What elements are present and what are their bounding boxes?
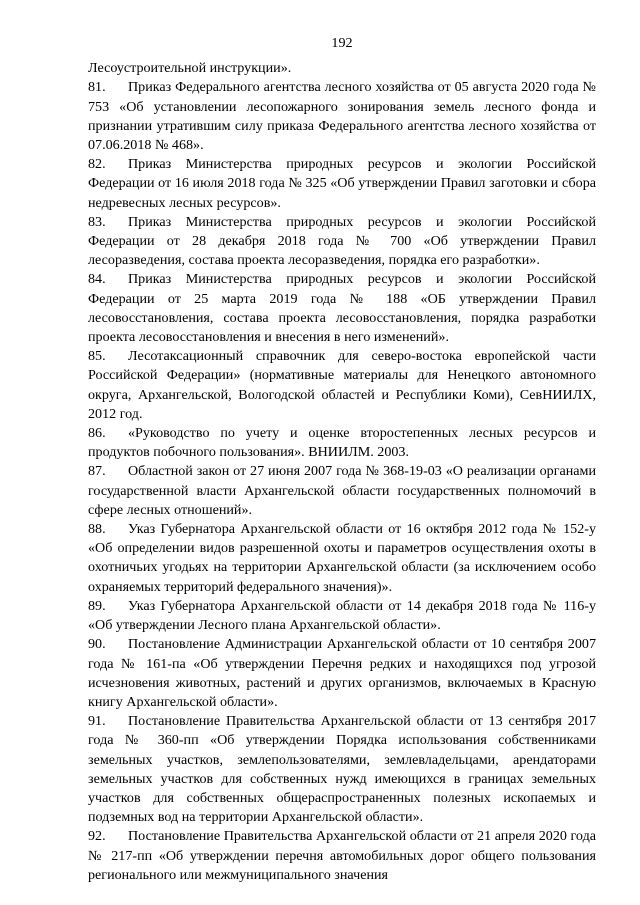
item-text: Постановление Администрации Архангельской области от 10 сентября 2007 года № 161-па «Об утверждении Перечня редких и находящихся под угрозой исчезновения животных, растений и других организмов, включаемых в Красную книгу Архангельской области». <box>88 636 596 710</box>
list-item <box>88 155 596 213</box>
list-item <box>88 347 596 424</box>
item-text: Приказ Федерального агентства лесного хозяйства от 05 августа 2020 года № 753 «Об установлении лесопожарного зонирования земель лесного фонда и признании утратившим силу приказа Федерального агентства лесного хозяйства от 07.06.2018 № 468». <box>88 79 596 154</box>
list-item <box>88 635 596 712</box>
item-number: 83. <box>88 213 106 230</box>
item-text: Приказ Министерства природных ресурсов и экологии Российской Федерации от 16 июля 2018 года № 325 «Об утверждении Правил заготовки и сбора недревесных лесных ресурсов». <box>88 156 596 211</box>
list-item <box>88 712 596 827</box>
item-number: 82. <box>88 156 106 173</box>
reference-list <box>88 78 596 885</box>
document-page <box>88 34 596 885</box>
item-text: «Руководство по учету и оценке второстепенных лесных ресурсов и продуктов побочного пользования». ВНИИЛМ. 2003. <box>88 425 596 461</box>
item-text: Указ Губернатора Архангельской области от 14 декабря 2018 года № 116-у «Об утверждении Лесного плана Архангельской области». <box>88 597 596 634</box>
item-number: 88. <box>88 521 106 538</box>
item-text: Постановление Правительства Архангельской области от 13 сентября 2017 года № 360-пп «Об утверждении Порядка использования собственниками земельных участков, землепользователями, землевладельцами, арендаторами земельных участков для собственных нужд имеющихся в границах земельных участков для собственных общераспространенных полезных ископаемых и подземных вод на территории Архангельской области». <box>88 713 596 826</box>
list-item <box>88 462 596 520</box>
item-number: 85. <box>88 348 106 365</box>
item-text: Приказ Министерства природных ресурсов и экологии Российской Федерации от 28 декабря 2018 года № 700 «Об утверждении Правил лесоразведения, состава проекта лесоразведения, порядка его разработки». <box>88 213 596 269</box>
item-text: Лесотаксационный справочник для северо-востока европейской части Российской Федерации» (нормативные материалы для Ненецкого автономного округа, Архангельской, Вологодской областей и Республики Коми), СевНИИЛХ, 2012 год. <box>88 348 596 422</box>
list-item <box>88 213 596 271</box>
item-text: Указ Губернатора Архангельской области от 16 октября 2012 года № 152-у «Об определении видов разрешенной охоты и параметров осуществления охоты в охотничьих угодьях на территории Архангельской области (за исключением особо охраняемых территорий федерального значения)». <box>88 521 596 595</box>
continuation-text: Лесоустроительной инструкции». <box>88 60 292 77</box>
item-text: Областной закон от 27 июня 2007 года № 368-19-03 «О реализации органами государственной власти Архангельской области государственных полномочий в сфере лесных отношений». <box>88 463 596 518</box>
item-number: 87. <box>88 463 106 480</box>
list-item <box>88 270 596 347</box>
item-number: 86. <box>88 425 106 442</box>
list-item <box>88 78 596 155</box>
list-item <box>88 520 596 597</box>
list-item <box>88 424 596 462</box>
item-number: 81. <box>88 79 106 96</box>
item-number: 89. <box>88 597 106 614</box>
item-text: Постановление Правительства Архангельской области от 21 апреля 2020 года № 217-пп «Об утверждении перечня автомобильных дорог общего пользования регионального или межмуниципального значения <box>88 828 596 883</box>
item-number: 91. <box>88 713 106 730</box>
page-number: 192 <box>331 35 353 51</box>
item-number: 84. <box>88 271 106 288</box>
list-item <box>88 597 596 635</box>
item-number: 90. <box>88 636 106 653</box>
item-number: 92. <box>88 828 106 845</box>
item-text: Приказ Министерства природных ресурсов и экологии Российской Федерации от 25 марта 2019 года № 188 «ОБ утверждении Правил лесовосстановления, состава проекта лесовосстановления, порядка разработки проекта лесовосстановления и внесения в него изменений». <box>88 271 596 346</box>
list-item <box>88 827 596 885</box>
